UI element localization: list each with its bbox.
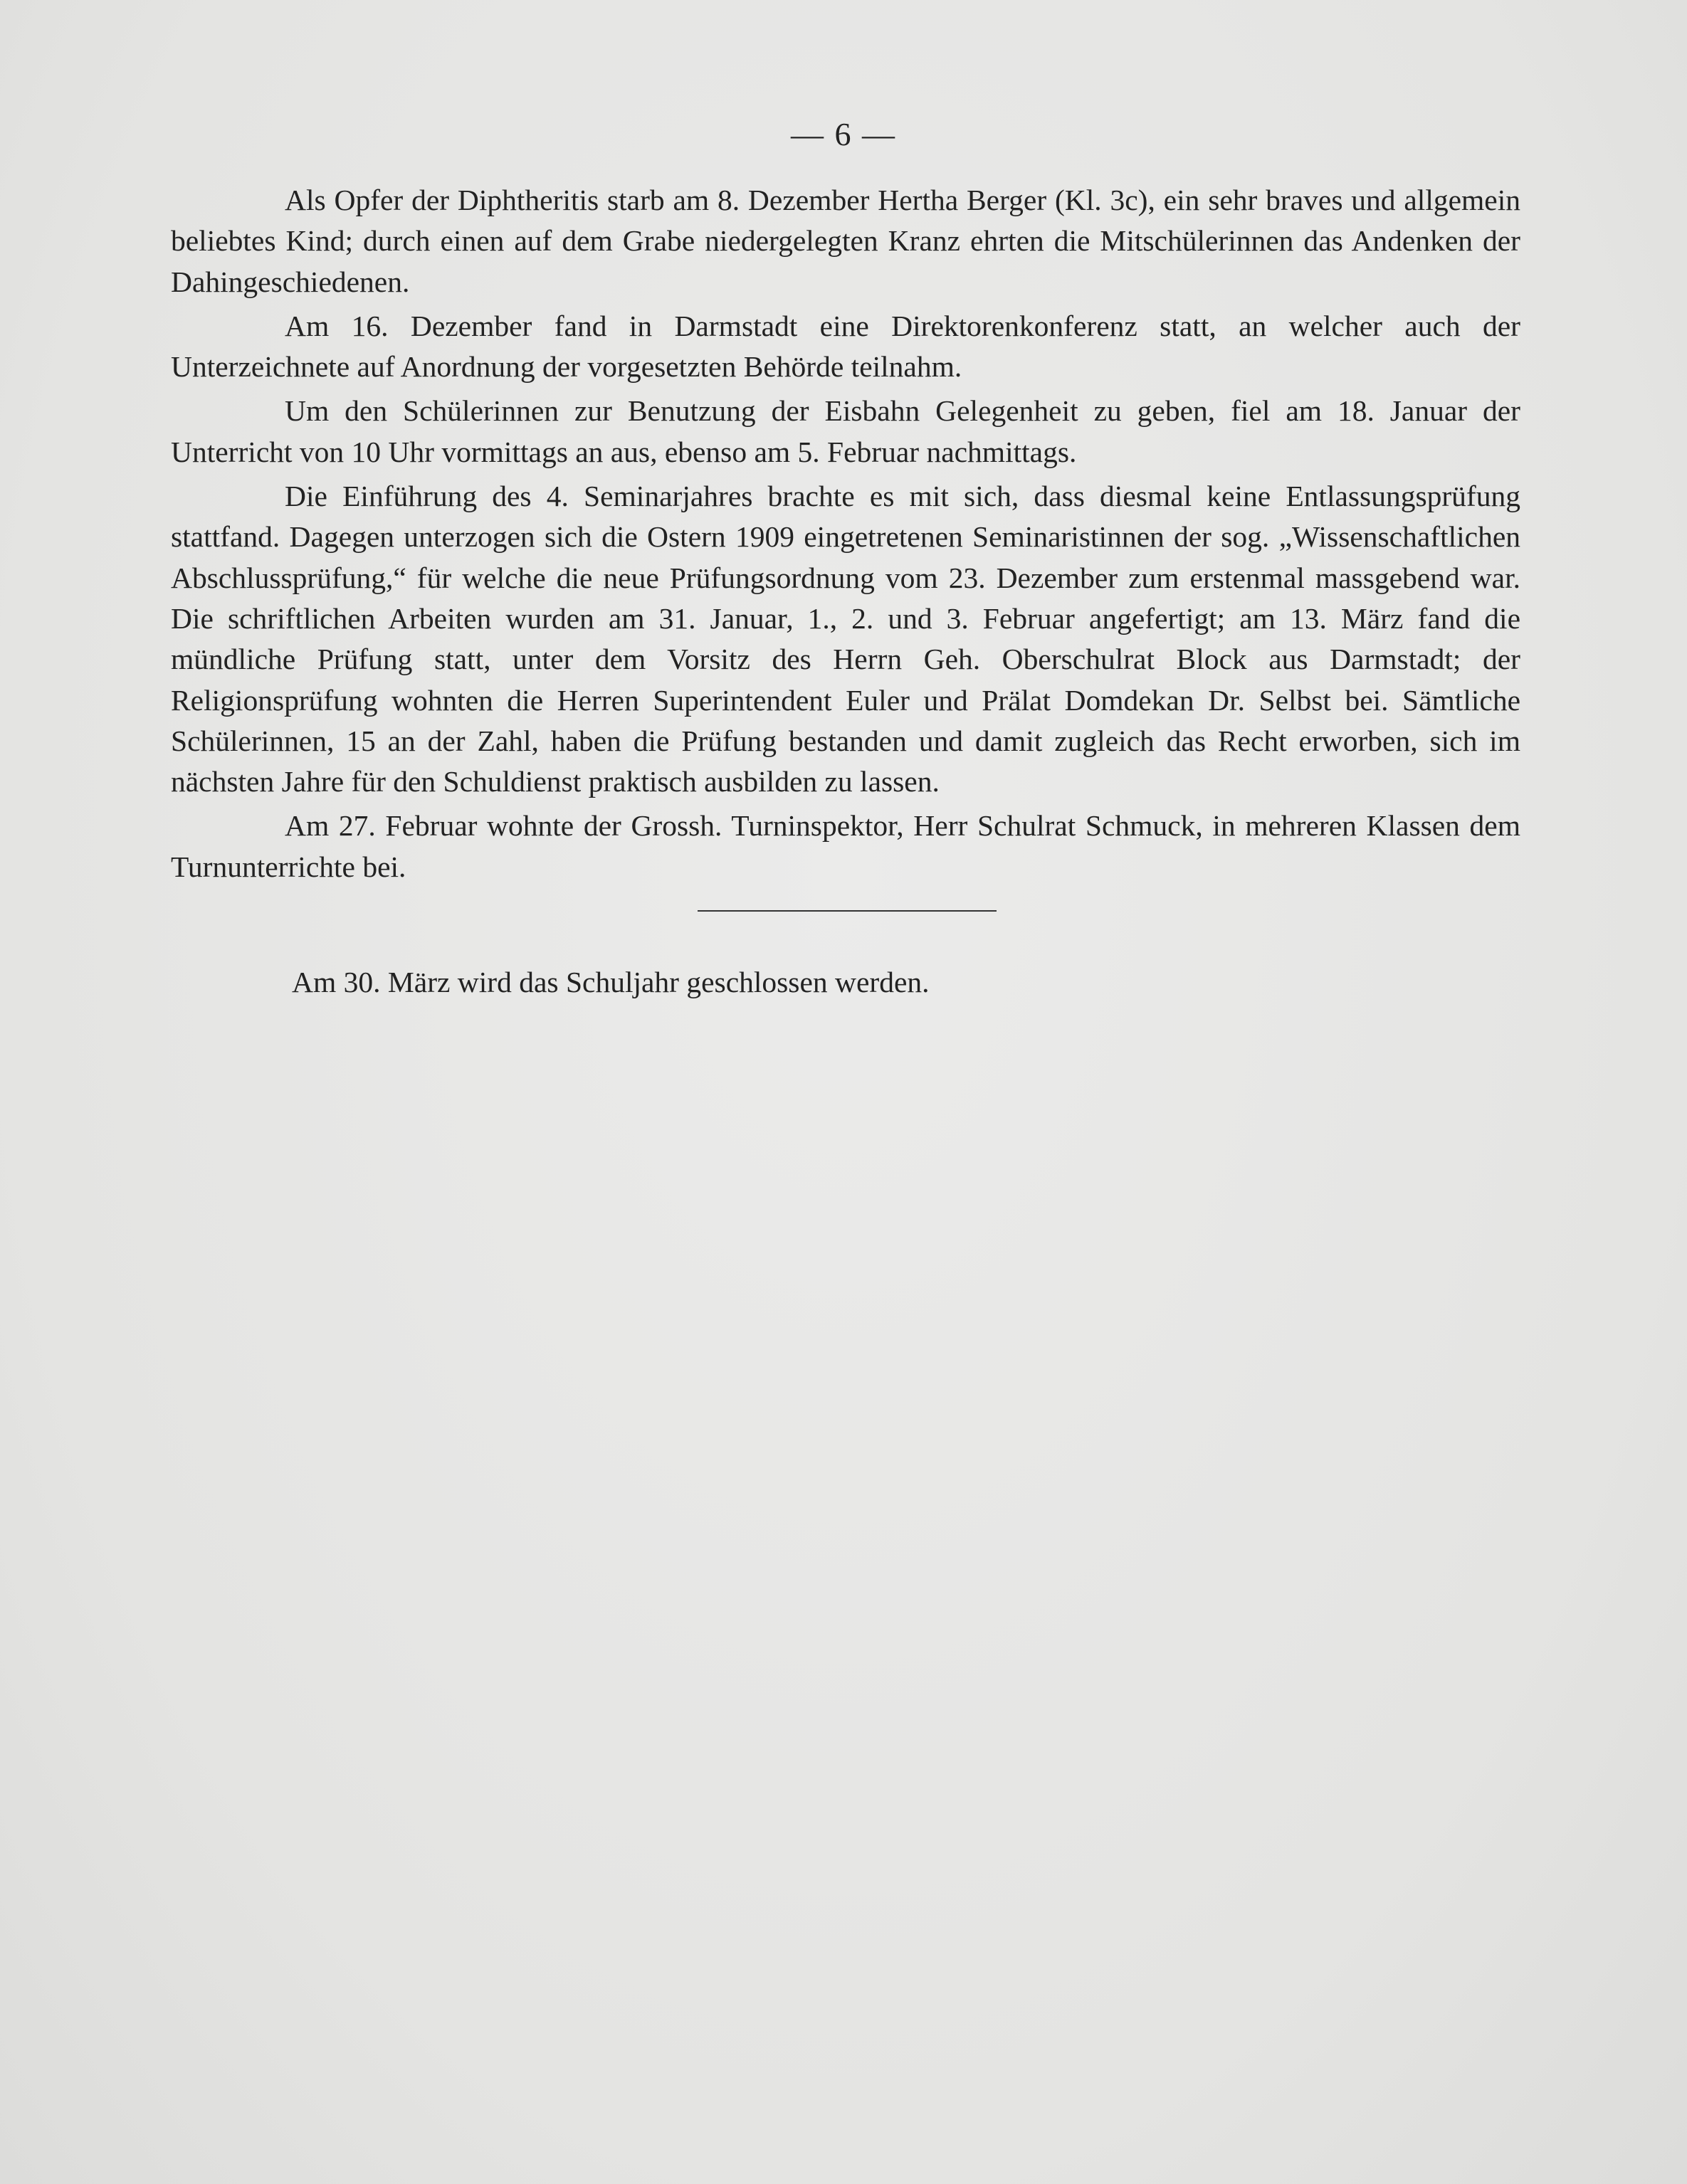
paragraph-seminar-exam: Die Einführung des 4. Seminarjahres brachte es mit sich, dass diesmal keine Entlassungsprüfung stattfand. Dagegen unterzogen sich die Ostern 1909 eingetretenen Seminaristinnen der sog. „Wissenschaftlichen Abschlussprüfung,“ für welche die neue Prüfungsordnung vom 23. Dezember zum erstenmal massgebend war. Die schriftlichen Arbeiten wurden am 31. Januar, 1., 2. und 3. Februar angefertigt; am 13. März fand die mündliche Prüfung statt, unter dem Vorsitz des Herrn Geh. Oberschulrat Block aus Darmstadt; der Religionsprüfung wohnten die Herren Superintendent Euler und Prälat Domdekan Dr. Selbst bei. Sämtliche Schülerinnen, 15 an der Zahl, haben die Prüfung bestanden und damit zugleich das Recht erworben, sich im nächsten Jahre für den Schuldienst praktisch ausbilden zu lassen.	[171, 480, 1520, 798]
section-divider	[698, 910, 997, 912]
closing-sentence: Am 30. März wird das Schuljahr geschlossen werden.	[292, 966, 930, 998]
paragraph-gym-inspection: Am 27. Februar wohnte der Grossh. Turninspektor, Herr Schulrat Schmuck, in mehreren Klassen dem Turnunterrichte bei.	[171, 809, 1520, 883]
paragraph-director-conference: Am 16. Dezember fand in Darmstadt eine Direktorenkonferenz statt, an welcher auch der Unterzeichnete auf Anordnung der vorgesetzten Behörde teilnahm.	[171, 309, 1520, 384]
paragraph-diphtheria: Als Opfer der Diphtheritis starb am 8. Dezember Hertha Berger (Kl. 3c), ein sehr braves und allgemein beliebtes Kind; durch einen auf dem Grabe niedergelegten Kranz ehrten die Mitschülerinnen das Andenken der Dahingeschiedenen.	[171, 184, 1520, 298]
page-number: — 6 —	[791, 116, 896, 152]
body-text	[171, 180, 1520, 891]
paragraph-ice-rink: Um den Schülerinnen zur Benutzung der Eisbahn Gelegenheit zu geben, fiel am 18. Januar der Unterricht von 10 Uhr vormittags an aus, ebenso am 5. Februar nachmittags.	[171, 394, 1520, 468]
